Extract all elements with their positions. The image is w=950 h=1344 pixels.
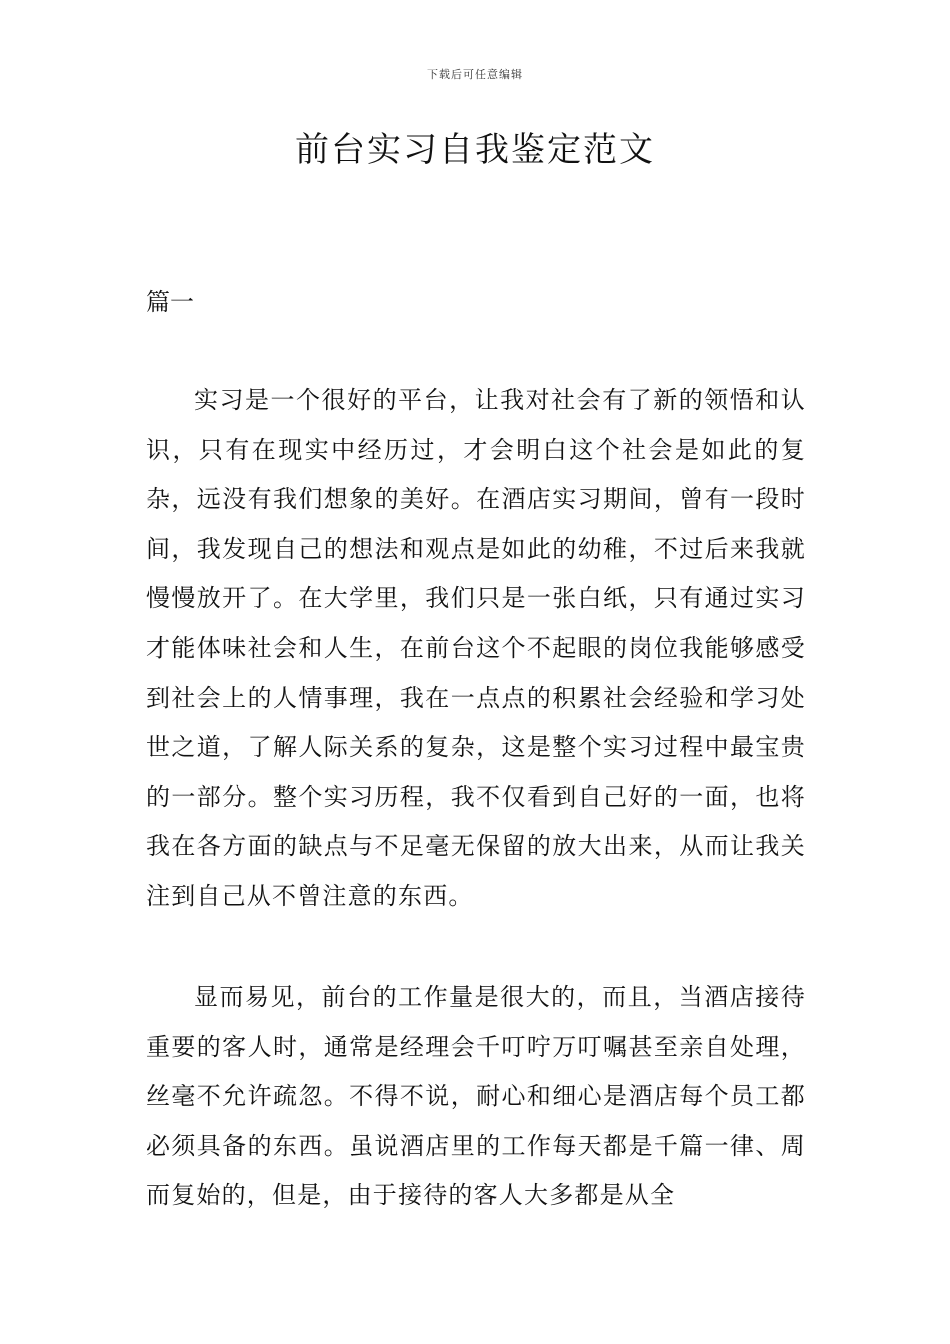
header-note: 下载后可任意编辑: [427, 68, 523, 81]
paragraph-1: 实习是一个很好的平台，让我对社会有了新的领悟和认识，只有在现实中经历过，才会明白这个社会是如此的复杂，远没有我们想象的美好。在酒店实习期间，曾有一段时间，我发现自己的想法和观点是如此的幼稚，不过后来我就慢慢放开了。在大学里，我们只是一张白纸，只有通过实习才能体味社会和人生，在前台这个不起眼的岗位我能够感受到社会上的人情事理，我在一点点的积累社会经验和学习处世之道，了解人际关系的复杂，这是整个实习过程中最宝贵的一部分。整个实习历程，我不仅看到自己好的一面，也将我在各方面的缺点与不足毫无保留的放大出来，从而让我关注到自己从不曾注意的东西。: [146, 386, 806, 910]
document-title: 前台实习自我鉴定范文: [295, 130, 655, 170]
section-heading: 篇一: [146, 288, 194, 316]
paragraph-2: 显而易见，前台的工作量是很大的，而且，当酒店接待重要的客人时，通常是经理会千叮咛万叮嘱甚至亲自处理，丝毫不允许疏忽。不得不说，耐心和细心是酒店每个员工都必须具备的东西。虽说酒店里的工作每天都是千篇一律、周而复始的，但是，由于接待的客人大多都是从全: [146, 983, 806, 1210]
